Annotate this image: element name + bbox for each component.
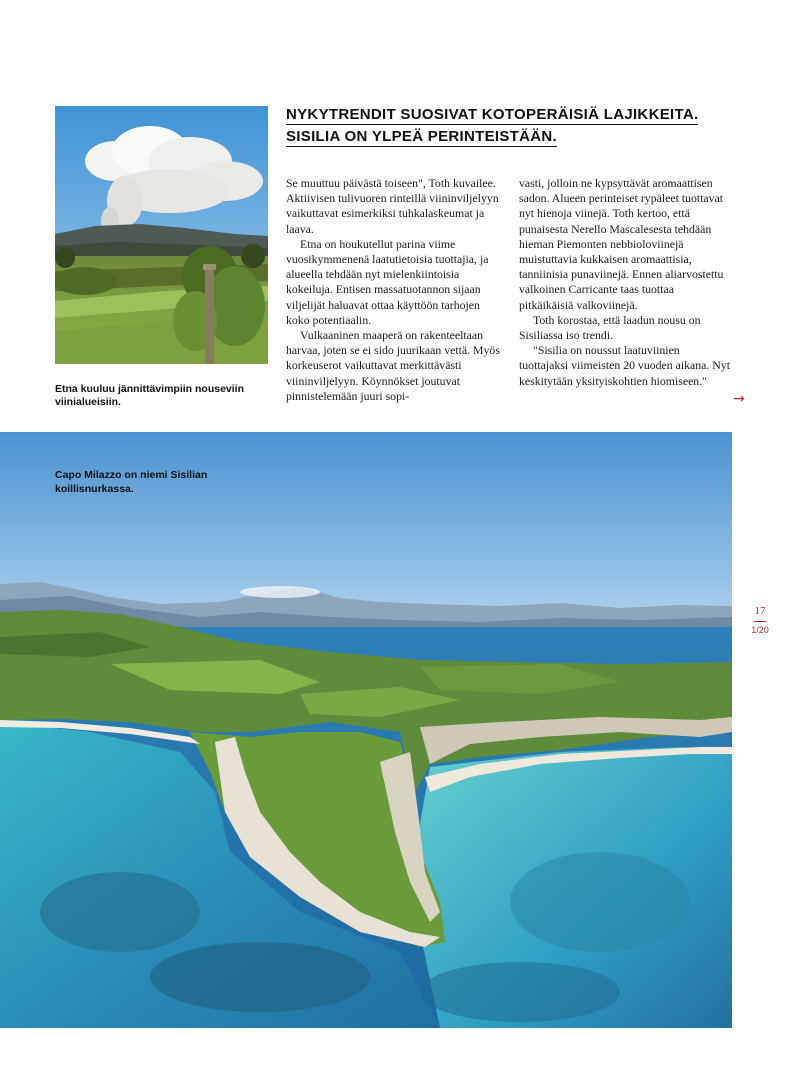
paragraph: Toth korostaa, että laadun nousu on Sisiliassa iso trendi.: [519, 312, 701, 343]
page-position: 1/20: [751, 625, 769, 635]
page-number-value: 17: [754, 605, 766, 617]
section-heading: [286, 104, 736, 148]
paragraph: Etna on houkutellut parina viime vuosikymmenenä laatutietoisia tuottajia, ja alueella tehdään nyt mielenkiintoisia kokeiluja. Entisen massatuotannon sijaan viljelijät haluavat ottaa käyttöön tarhojen koko potentiaalin.: [286, 236, 489, 327]
etna-vineyard-photo: [55, 106, 268, 364]
continue-arrow-icon: →: [733, 391, 745, 407]
heading-line-2: SISILIA ON YLPEÄ PERINTEISTÄÄN.: [286, 128, 558, 145]
photo-caption-etna: Etna kuuluu jännittävimpiin nouseviin viinialueisiin.: [55, 383, 245, 408]
etna-vineyard-image: [55, 106, 268, 364]
photo-caption-capo-milazzo: Capo Milazzo on niemi Sisilian koillisnurkassa.: [55, 469, 208, 495]
capo-milazzo-image: [0, 432, 732, 1028]
paragraph: Vulkaaninen maaperä on rakenteeltaan harvaa, joten se ei sido juurikaan vettä. Myös korkeuserot vaikuttavat merkittävästi viininviljelyyn. Köynnökset joutuvat pinnistelemään juuri sopi-: [286, 328, 500, 403]
page-number: [748, 605, 772, 636]
article-column-1: [286, 176, 503, 404]
paragraph: Se muuttuu päivästä toiseen", Toth kuvailee. Aktiivisen tulivuoren rinteillä viininviljelyyn vaikuttavat esimerkiksi tuhkalaskeumat ja laava.: [286, 176, 499, 236]
capo-milazzo-photo: [0, 432, 732, 1028]
page-number-divider: [754, 621, 766, 622]
paragraph: vasti, jolloin ne kypsyttävät aromaattisen sadon. Alueen perinteiset rypäleet tuottavat nyt hienoja viinejä. Toth kertoo, että punaisesta Nerello Mascalesesta tehdään hieman Piemonten nebbioloviinejä muistuttavia kukkaisen aromaattisia, tanniinisia punaviinejä. Ennen aliarvostettu valkoinen Carricante taas tuottaa pitkäikäisiä valkoviinejä.: [519, 176, 724, 312]
article-column-2: [519, 176, 731, 389]
heading-line-1: NYKYTRENDIT SUOSIVAT KOTOPERÄISIÄ LAJIKKEITA.: [286, 106, 699, 123]
paragraph: "Sisilia on noussut laatuviinien tuottajaksi viimeisten 20 vuoden aikana. Nyt keskitytään yksityiskohtien hiomiseen.": [519, 343, 730, 388]
